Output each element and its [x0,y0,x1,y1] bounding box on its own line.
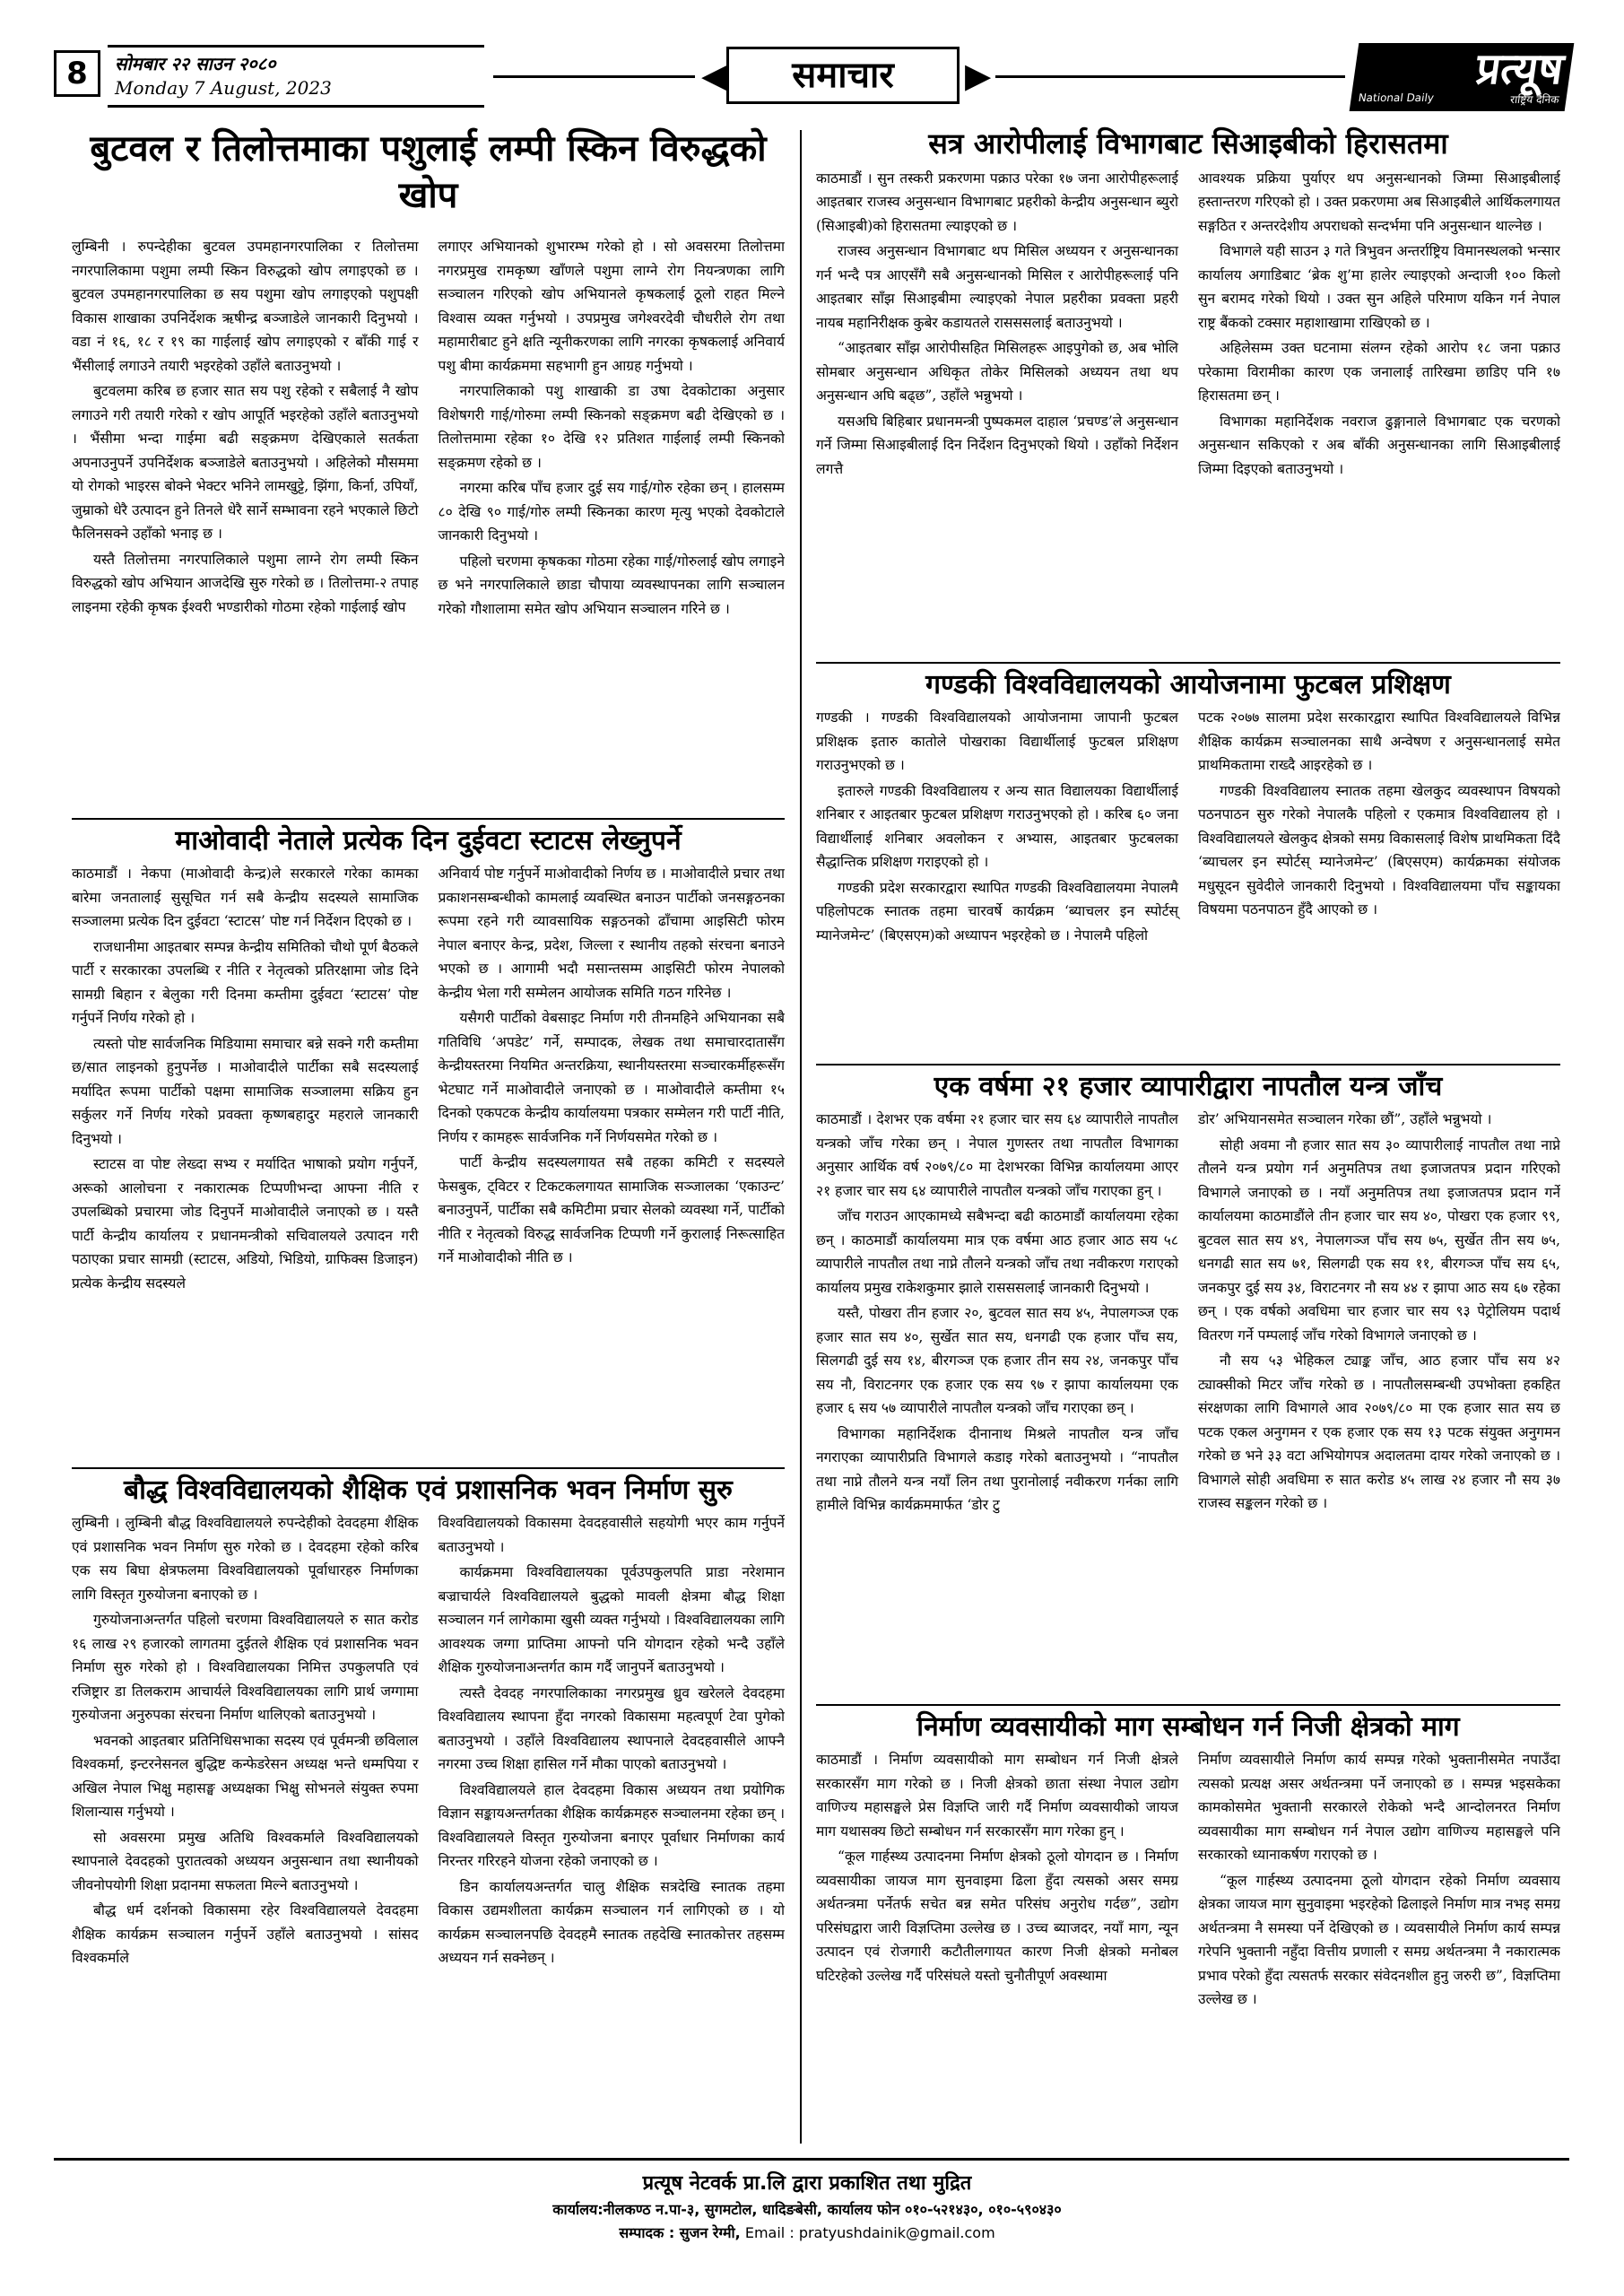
article-body [72,1511,785,1972]
footer-rule [54,2158,1569,2161]
article-column [1198,706,1560,949]
paragraph: काठमाडौं । नेकपा (माओवादी केन्द्र)ले सरकारले गरेका कामका बारेमा जनतालाई सुसूचित गर्न सबै केन्द्रीय सदस्यले सामाजिक सञ्जालमा प्रत्येक दिन दुईवटा ‘स्टाटस’ पोष्ट गर्न निर्देशन दिएको छ । [72,865,419,929]
date-box [108,45,484,108]
paragraph: नगरपालिकाको पशु शाखाकी डा उषा देवकोटाका अनुसार विशेषगरी गाई/गोरुमा लम्पी स्किनको सङ्क्रमण बढी देखिएको छ । तिलोत्तमामा रहेका १० देखि १२ प्रतिशत गाईलाई लम्पी स्किनको सङ्क्रमण रहेको छ । [438,383,785,471]
article-separator [72,818,785,820]
arrow-left-icon: ◀ [701,56,728,95]
logo-tagline-left: National Daily [1357,91,1435,104]
newspaper-logo [1350,43,1575,111]
publisher-line: प्रत्यूष नेटवर्क प्रा.लि द्वारा प्रकाशित तथा मुद्रित [642,2172,972,2195]
article-separator [72,1467,785,1469]
masthead-rule-right [995,75,1345,78]
paragraph: काठमाडौं । सुन तस्करी प्रकरणमा पक्राउ परेका १७ जना आरोपीहरूलाई आइतबार राजस्व अनुसन्धान विभागबाट प्रहरीको केन्द्रीय अनुसन्धान ब्युरो (सिआइबी)को हिरासतमा ल्याइएको छ । [816,170,1178,234]
paragraph: विभागका महानिर्देशक दीनानाथ मिश्रले नापतौल यन्त्र जाँच नगराएका व्यापारीप्रति विभागले कडाइ गरेको बताउनुभयो । “नापतौल तथा नाप्ने तौलने यन्त्र नयाँ लिन तथा पुरानोलाई नवीकरण गर्नका लागि हामीले विभिन्न कार्यक्रममार्फत ‘डोर टु [816,1425,1178,1513]
paragraph: लुम्बिनी । लुम्बिनी बौद्ध विश्वविद्यालयले रुपन्देहीको देवदहमा शैक्षिक एवं प्रशासनिक भवन निर्माण सुरु गरेको छ । देवदहमा रहेको करिब एक सय बिघा क्षेत्रफलमा विश्वविद्यालयको पूर्वाधारहरु निर्माणका लागि विस्तृत गुरुयोजना बनाएको छ । [72,1515,419,1603]
paragraph: राजधानीमा आइतबार सम्पन्न केन्द्रीय समितिको चौथो पूर्ण बैठकले पार्टी र सरकारका उपलब्धि र नीति र नेतृत्वको प्रतिरक्षामा जोड दिने सामग्री बिहान र बेलुका गरी दिनमा कम्तीमा दुईवटा ‘स्टाटस’ पोष्ट गर्नुपर्ने निर्णय गरेको हो । [72,938,419,1026]
paragraph: यस्तै तिलोत्तमा नगरपालिकाले पशुमा लाग्ने रोग लम्पी स्किन विरुद्धको खोप अभियान आजदेखि सुरु गरेको छ । तिलोत्तमा-२ तपाह लाइनमा रहेकी कृषक ईश्वरी भण्डारीको गोठमा रहेको गाईलाई खोप [72,551,419,615]
logo-text: प्रत्यूष [1472,44,1568,94]
paragraph: विभागका महानिर्देशक नवराज ढुङ्गानाले विभागबाट एक चरणको अनुसन्धान सकिएको र अब बाँकी अनुसन्धानका लागि सिआइबीलाई जिम्मा दिइएको बताउनुभयो । [1198,413,1560,477]
article-body [72,235,785,622]
article-column [1198,167,1560,483]
paragraph: डिन कार्यालयअन्तर्गत चालु शैक्षिक सत्रदेखि स्नातक तहमा विकास उद्यमशीलता कार्यक्रम सञ्चालन गर्न लागिएको छ । यो कार्यक्रम सञ्चालनपछि देवदहमै स्नातक तहदेखि स्नातकोत्तर तहसम्म अध्ययन गर्न सक्नेछन् । [438,1878,785,1966]
article-headline: बुटवल र तिलोत्तमाका पशुलाई लम्पी स्किन विरुद्धको खोप [90,127,767,216]
office-address: कार्यालय:नीलकण्ठ न.पा-३, सुगमटोल, धादिङबेसी, कार्यालय फोन ०१०-५२१४३०, ०१०-५९०४३० [552,2201,1062,2218]
paragraph: लगाएर अभियानको शुभारम्भ गरेको हो । सो अवसरमा तिलोत्तमा नगरप्रमुख रामकृष्ण खाँणले पशुमा लाग्ने रोग नियन्त्रणका लागि सञ्चालन गरिएको खोप अभियानले कृषकलाई ठूलो राहत मिल्ने विश्वास व्यक्त गर्नुभयो । उपप्रमुख जगेश्वरदेवी चौधरीले रोग तथा महामारीबाट हुने क्षति न्यूनीकरणका लागि नगरका कृषकलाई अनिवार्य पशु बीमा कार्यक्रममा सहभागी हुन आग्रह गर्नुभयो । [438,239,785,374]
paragraph: अनिवार्य पोष्ट गर्नुपर्ने माओवादीको निर्णय छ । माओवादीले प्रचार तथा प्रकाशनसम्बन्धीको कामलाई व्यवस्थित बनाउन पार्टीको जनसङ्गठनका रूपमा रहने गरी व्यावसायिक सङ्गठनको ढाँचामा आइसिटी फोरम नेपाल बनाएर केन्द्र, प्रदेश, जिल्ला र स्थानीय तहको संरचना बनाउने भएको छ । आगामी भदौ मसान्तसम्म आइसिटी फोरम नेपालको केन्द्रीय भेला गरी सम्मेलन आयोजक समिति गठन गरिनेछ । [438,865,785,1001]
paragraph: लुम्बिनी । रुपन्देहीका बुटवल उपमहानगरपालिका र तिलोत्तमा नगरपालिकामा पशुमा लम्पी स्किन विरुद्धको खोप लगाइएको छ । बुटवल उपमहानगरपालिका छ सय पशुमा खोप लगाइएको पशुपक्षी विकास शाखाका उपनिर्देशक ऋषीन्द्र बञ्जाडेले जानकारी दिनुभयो । वडा नं १६, १८ र १९ का गाईलाई खोप लगाइएको र बाँकी गाई र भैंसीलाई लगाउने तयारी भइरहेको उहाँले बताउनुभयो । [72,239,419,374]
paragraph: त्यस्तै देवदह नगरपालिकाका नगरप्रमुख ध्रुव खरेलले देवदहमा विश्वविद्यालय स्थापना हुँदा नगरको विकासमा महत्वपूर्ण टेवा पुगेको बताउनुभयो । उहाँले विश्वविद्यालय स्थापनाले देवदहवासीले आफ्नै नगरमा उच्च शिक्षा हासिल गर्ने मौका पाएको बताउनुभयो । [438,1684,785,1772]
date-nepali: सोमबार २२ साउन २०८० [115,53,276,74]
article-body [816,706,1560,949]
article-buddha-university [72,1473,785,2145]
paragraph: यसअघि बिहिबार प्रधानमन्त्री पुष्पकमल दाहाल ‘प्रचण्ड’ले अनुसन्धान गर्ने जिम्मा सिआइबीलाई दिन निर्देशन दिनुभएको थियो । उहाँको निर्देशन लगत्तै [816,413,1178,477]
paragraph: आवश्यक प्रक्रिया पुर्याएर थप अनुसन्धानको जिम्मा सिआइबीलाई हस्तान्तरण गरिएको हो । उक्त प्रकरणमा अब सिआइबीले आर्थिकलगायत सङ्गठित र अन्तरदेशीय अपराधको सन्दर्भमा पनि अनुसन्धान थाल्नेछ । [1198,170,1560,234]
article-body [816,167,1560,483]
article-column [439,1511,786,1972]
article-cib-custody [816,126,1560,655]
article-construction-demand [816,1709,1560,2145]
paragraph: विश्वविद्यालयले हाल देवदहमा विकास अध्ययन तथा प्रयोगिक विज्ञान सङ्कायअन्तर्गतका शैक्षिक कार्यक्रमहरु सञ्चालनमा रहेका छन् । विश्वविद्यालयले विस्तृत गुरुयोजना बनाएर पूर्वाधार निर्माणका कार्य निरन्तर गरिरहने योजना रहेको जनाएको छ । [438,1781,785,1869]
paragraph: डोर’ अभियानसमेत सञ्चालन गरेका छौं”, उहाँले भन्नुभयो । [1198,1111,1492,1127]
imprint-footer [224,2169,1390,2242]
editor-contact [224,2222,1390,2242]
paragraph: गुरुयोजनाअन्तर्गत पहिलो चरणमा विश्वविद्यालयले रु सात करोड १६ लाख २९ हजारको लागतमा दुईतले शैक्षिक एवं प्रशासनिक भवन निर्माण सुरु गरेको हो । विश्वविद्यालयका निमित्त उपकुलपति एवं रजिष्ट्रार डा तिलकराम आचार्यले विश्वविद्यालयका लागि प्रार्थ जग्गामा गुरुयोजना अनुरुपका संरचना निर्माण थालिएको बताउनुभयो । [72,1612,419,1723]
article-column [72,862,419,1297]
article-headline: निर्माण व्यवसायीको माग सम्बोधन गर्न निजी क्षेत्रको माग [916,1711,1460,1743]
article-body [816,1108,1560,1519]
paragraph: अहिलेसम्म उक्त घटनामा संलग्न रहेको आरोप १८ जना पक्राउ परेकामा विरामीका कारण एक जनालाई तारिखमा छाडिए पनि १७ हिरासतमा छन् । [1198,340,1560,404]
paragraph: भवनको आइतबार प्रतिनिधिसभाका सदस्य एवं पूर्वमन्त्री छविलाल विश्वकर्मा, इन्टरनेसनल बुद्धिष्ट कन्फेडरेसन अध्यक्ष भन्ते धम्मपिया र अखिल नेपाल भिक्षु महासङ्घ अध्यक्षका भिक्षु सोभनले संयुक्त रुपमा शिलान्यास गर्नुभयो । [72,1732,419,1820]
column-divider [800,130,802,2144]
paragraph: सो अवसरमा प्रमुख अतिथि विश्वकर्माले विश्वविद्यालयको स्थापनाले देवदहको पुरातत्वको अध्ययन अनुसन्धान तथा स्थानीयको जीवनोपयोगी शिक्षा प्रदानमा सफलता मिल्ने बताउनुभयो । [72,1829,419,1893]
paragraph: नगरमा करिब पाँच हजार दुई सय गाई/गोरु रहेका छन् । हालसम्म ८० देखि ९० गाई/गोरु लम्पी स्किनका कारण मृत्यु भएको देवकोटाले जानकारी दिनुभयो । [438,480,785,544]
article-headline: एक वर्षमा २१ हजार व्यापारीद्वारा नापतौल यन्त्र जाँच [934,1071,1443,1102]
paragraph: यस्तै, पोखरा तीन हजार २०, बुटवल सात सय ४५, नेपालगञ्ज एक हजार सात सय ४०, सुर्खेत सात सय, धनगढी एक हजार पाँच सय, सिलगढी दुई सय १४, बीरगञ्ज एक हजार तीन सय २४, जनकपुर पाँच सय नौ, विराटनगर एक हजार एक सय ९७ र झापा कार्यालयमा एक हजार ६ सय ५७ व्यापारीले नापतौल यन्त्रको जाँच गराएका छन् । [816,1305,1178,1416]
paragraph: काठमाडौं । निर्माण व्यवसायीको माग सम्बोधन गर्न निजी क्षेत्रले सरकारसँग माग गरेको छ । निजी क्षेत्रको छाता संस्था नेपाल उद्योग वाणिज्य महासङ्घले प्रेस विज्ञप्ति जारी गर्दै निर्माण व्यवसायीको जायज माग यथासक्य छिटो सम्बोधन गर्न सरकारसँग माग गरेका हुन् । [816,1752,1178,1839]
editor-name: सम्पादक : सुजन रेग्मी, [619,2224,741,2241]
article-body [816,1748,1560,2013]
article-headline: बौद्ध विश्वविद्यालयको शैक्षिक एवं प्रशासनिक भवन निर्माण सुरु [124,1474,733,1506]
paragraph: विश्वविद्यालयको विकासमा देवदहवासीले सहयोगी भएर काम गर्नुपर्ने बताउनुभयो । [438,1515,785,1555]
paragraph: सोही अवमा नौ हजार सात सय ३० व्यापारीलाई नापतौल तथा नाप्ने तौलने यन्त्र प्रयोग गर्न अनुमतिपत्र तथा इजाजतपत्र प्रदान गरिएको विभागले जनाएको छ । नयाँ अनुमतिपत्र तथा इजाजतपत्र प्रदान गर्ने कार्यालयमा काठमाडौंले तीन हजार चार सय ४०, पोखरा एक हजार ९९, बुटवल सात सय ४९, नेपालगञ्ज पाँच सय ७५, सुर्खेत तीन सय ७५, धनगढी सात सय ७१, सिलगढी एक सय ११, बीरगञ्ज पाँच सय ६५, जनकपुर दुई सय ३४, विराटनगर नौ सय ४४ र झापा आठ सय ६७ रहेका छन् । एक वर्षको अवधिमा चार हजार चार सय ९३ पेट्रोलियम पदार्थ वितरण गर्ने पम्पलाई जाँच गरेको विभागले जनाएको छ । [1198,1136,1560,1344]
paragraph: नौ सय ५३ भेहिकल ट्याङ्क जाँच, आठ हजार पाँच सय ४२ ट्याक्सीको मिटर जाँच गरेको छ । नापतौलसम्बन्धी उपभोक्ता हकहित संरक्षणका लागि विभागले आव २०७९/८० मा एक हजार सात सय छ पटक एकल अनुगमन र एक हजार एक सय १३ पटक संयुक्त अनुगमन गरेको छ भने ३३ वटा अभियोगपत्र अदालतमा दायर गरेको जनाएको छ । विभागले सोही अवधिमा रु सात करोड ४५ लाख २४ हजार नौ सय ३७ राजस्व सङ्कलन गरेको छ । [1198,1352,1560,1511]
email-address[interactable]: Email : pratyushdainik@gmail.com [744,2224,995,2241]
article-column [816,706,1178,949]
logo-tagline-right: राष्ट्रिय दैनिक [1509,93,1560,106]
paragraph: “कूल गार्हस्थ्य उत्पादनमा निर्माण क्षेत्रको ठूलो योगदान छ । निर्माण व्यवसायीका जायज माग सुनवाइमा ढिला हुँदा त्यसको असर समग्र अर्थतन्त्रमा पर्नेतर्फ सचेत बन्न समेत परिसंघ अनुरोध गर्दछ”, उद्योग परिसंघद्वारा जारी विज्ञप्तिमा उल्लेख छ । उच्च ब्याजदर, नयाँ माग, न्यून उत्पादन एवं रोजगारी कटौतीलगायत कारण निजी क्षेत्रको मनोबल घटिरहेको उल्लेख गर्दै परिसंघले यस्तो चुनौतीपूर्ण अवस्थामा [816,1848,1178,1984]
paragraph: राजस्व अनुसन्धान विभागबाट थप मिसिल अध्ययन र अनुसन्धानका गर्न भन्दै पत्र आएसँगै सबै अनुसन्धानको मिसिल र आरोपीहरूलाई पनि आइतबार साँझ सिआइबीमा ल्याइएको नेपाल प्रहरीका प्रवक्ता प्रहरी नायब महानिरीक्षक कुबेर कडायतले रासससलाई बताउनुभयो । [816,243,1178,331]
article-separator [816,1064,1560,1065]
paragraph: गण्डकी । गण्डकी विश्वविद्यालयको आयोजनामा जापानी फुटबल प्रशिक्षक इतारु काताेले पोखराका विद्यार्थीलाई फुटबल प्रशिक्षण गराउनुभएको छ । [816,709,1178,773]
article-gandaki-football [816,667,1560,1062]
paragraph: निर्माण व्यवसायीले निर्माण कार्य सम्पन्न गरेको भुक्तानीसमेत नपाउँदा त्यसको प्रत्यक्ष असर अर्थतन्त्रमा पर्ने जनाएको छ । सम्पन्न भइसकेका कामकोसमेत भुक्तानी सरकारले रोकेको भन्दै आन्दोलनरत निर्माण व्यवसायीका माग सम्बोधन गर्न नेपाल उद्योग वाणिज्य महासङ्घले पनि सरकारको ध्यानाकर्षण गराएको छ । [1198,1752,1560,1863]
paragraph: स्टाटस वा पोष्ट लेख्दा सभ्य र मर्यादित भाषाको प्रयोग गर्नुपर्ने, अरूको आलोचना र नकारात्मक टिप्पणीभन्दा आफ्ना नीति र उपलब्धिको प्रचारमा जोड दिनुपर्ने माओवादीले जनाएको छ । यस्तै पार्टी केन्द्रीय कार्यालय र प्रधानमन्त्रीको सचिवालयले उत्पादन गरी पठाएका प्रचार सामग्री (स्टाटस, अडियो, भिडियो, ग्राफिक्स डिजाइन) प्रत्येक केन्द्रीय सदस्यले [72,1156,419,1292]
paragraph: यसैगरी पार्टीको वेबसाइट निर्माण गरी तीनमहिने अभियानका सबै गतिविधि ‘अपडेट’ गर्ने, सम्पादक, लेखक तथा समाचारदातासँग केन्द्रीयस्तरमा नियमित अन्तरक्रिया, स्थानीयस्तरमा सञ्चारकर्मीहरूसँग भेटघाट गर्ने माओवादीले जनाएको छ । माओवादीले कम्तीमा १५ दिनको एकपटक केन्द्रीय कार्यालयमा पत्रकार सम्मेलन गरी पार्टी नीति, निर्णय र कामहरू सार्वजनिक गर्ने निर्णयसमेत गरेको छ । [438,1010,785,1145]
paragraph: त्यस्तो पोष्ट सार्वजनिक मिडियामा समाचार बन्ने सक्ने गरी कम्तीमा छ/सात लाइनको हुनुपर्नेछ । माओवादीले पार्टीका सबै सदस्यलाई मर्यादित रूपमा पार्टीको पक्षमा सामाजिक सञ्जालमा सक्रिय हुन सर्कुलर गर्ने निर्णय गरेको प्रवक्ता कृष्णबहादुर महराले जानकारी दिनुभयो । [72,1035,419,1147]
paragraph: जाँच गराउन आएकामध्ये सबैभन्दा बढी काठमाडौं कार्यालयमा रहेका छन् । काठमाडौं कार्यालयमा मात्र एक वर्षमा आठ हजार आठ सय ५८ व्यापारीले नापतौल तथा नाप्ने तौलने यन्त्रको जाँच तथा नवीकरण गराएको कार्यालय प्रमुख राकेशकुमार झाले रासससलाई जानकारी दिनुभयो । [816,1208,1178,1296]
paragraph: कार्यक्रममा विश्वविद्यालयका पूर्वउपकुलपति प्राडा नरेशमान बज्राचार्यले विश्वविद्यालयले बुद्धको मावली क्षेत्रमा बौद्ध शिक्षा सञ्चालन गर्न लागेकामा खुसी व्यक्त गर्नुभयो । विश्वविद्यालयका लागि आवश्यक जग्गा प्राप्तिमा आफ्नो पनि योगदान रहेको भन्दै उहाँले शैक्षिक गुरुयोजनाअन्तर्गत काम गर्दै जानुपर्ने बताउनुभयो । [438,1564,785,1675]
article-body [72,862,785,1297]
article-column [72,1511,419,1972]
paragraph: काठमाडौं । देशभर एक वर्षमा २१ हजार चार सय ६४ व्यापारीले नापतौल यन्त्रको जाँच गरेका छन् । नेपाल गुणस्तर तथा नापतौल विभागका अनुसार आर्थिक वर्ष २०७९/८० मा देशभरका विभिन्न कार्यालयमा आएर २१ हजार चार सय ६४ व्यापारीले नापतौल यन्त्रको जाँच गराएका हुन् । [816,1111,1178,1199]
article-column [439,235,786,622]
article-headline: माओवादी नेताले प्रत्येक दिन दुईवटा स्टाटस लेख्नुपर्ने [175,825,682,857]
article-column [816,1108,1178,1519]
article-column [816,1748,1178,2013]
masthead [54,43,1569,113]
article-column [1198,1108,1560,1519]
logo-tagline [1357,91,1559,107]
paragraph: “कूल गार्हस्थ्य उत्पादनमा ठूलो योगदान रहेको निर्माण व्यवसाय क्षेत्रका जायज माग सुनुवाइमा भइरहेको ढिलाइले निर्माण मात्र नभइ समग्र अर्थतन्त्रमा नै समस्या पर्ने देखिएको छ । व्यवसायीले निर्माण कार्य सम्पन्न गरेपनि भुक्तानी नहुँदा वित्तीय प्रणाली र समग्र अर्थतन्त्रमा नै नकारात्मक प्रभाव परेको हुँदा त्यसतर्फ सरकार संवेदनशील हुनु जरुरी छ”, विज्ञप्तिमा उल्लेख छ । [1198,1872,1560,2007]
article-headline: गण्डकी विश्वविद्यालयको आयोजनामा फुटबल प्रशिक्षण [925,669,1451,700]
article-column [1198,1748,1560,2013]
article-column [72,235,419,622]
article-headline: सत्र आरोपीलाई विभागबाट सिआइबीको हिरासतमा [928,126,1448,161]
paragraph: विभागले यही साउन ३ गते त्रिभुवन अन्तर्राष्ट्रिय विमानस्थलको भन्सार कार्यालय अगाडिबाट ‘ब्रेक शु’मा हालेर ल्याइएको अन्दाजी १०० किलो सुन बरामद गरेको थियो । उक्त सुन अहिले परिमाण यकिन गर्न नेपाल राष्ट्र बैंकको टक्सार महाशाखामा राखिएको छ । [1198,243,1560,331]
article-separator [816,662,1560,664]
article-separator [816,1704,1560,1706]
paragraph: इतारुले गण्डकी विश्वविद्यालय र अन्य सात विद्यालयका विद्यार्थीलाई शनिबार र आइतबार फुटबल प्रशिक्षण गराउनुभएको हो । करिब ६० जना विद्यार्थीलाई शनिबार अवलोकन र अभ्यास, आइतबार फुटबलका सैद्धान्तिक प्रशिक्षण गराइएको हो । [816,782,1178,870]
date-english: Monday 7 August, 2023 [115,77,332,99]
masthead-rule-left [493,75,695,78]
article-measuring-devices [816,1069,1560,1701]
section-label: समाचार [726,47,960,104]
paragraph: पार्टी केन्द्रीय सदस्यलगायत सबै तहका कमिटी र सदस्यले फेसबुक, ट्विटर र टिकटकलगायत सामाजिक सञ्जालका ‘एकाउन्ट’ बनाउनुपर्ने, पार्टीका सबै कमिटीमा प्रचार सेलको व्यवस्था गर्ने, पार्टीको नीति र नेतृत्वको विरुद्ध सार्वजनिक टिप्पणी गर्ने कुरालाई निरूत्साहित गर्ने माओवादीको नीति छ । [438,1154,785,1265]
paragraph: बुटवलमा करिब छ हजार सात सय पशु रहेको र सबैलाई नै खोप लगाउने गरी तयारी गरेको र खोप आपूर्ति भइरहेको उहाँले बताउनुभयो । भैंसीमा भन्दा गाईमा बढी सङ्क्रमण देखिएकाले सतर्कता अपनाउनुपर्ने उपनिर्देशक बञ्जाडेले बताउनुभयो । अहिलेको मौसममा यो रोगको भाइरस बोक्ने भेक्टर भनिने लामखुट्टे, झिंगा, किर्ना, उपियाँ, जुम्राको धेरै उत्पादन हुने तिनले धेरै सार्ने सम्भावना रहने भएकाले छिटो फैलिनसक्ने उहाँको भनाइ छ । [72,383,419,542]
page-number: 8 [54,50,100,97]
arrow-right-icon: ▶ [965,56,992,95]
paragraph: बौद्ध धर्म दर्शनको विकासमा रहेर विश्वविद्यालयले देवदहमा शैक्षिक कार्यक्रम सञ्चालन गर्नुपर्ने उहाँले बताउनुभयो । सांसद विश्वकर्माले [72,1902,419,1966]
article-column [816,167,1178,483]
article-column [439,862,786,1297]
paragraph: गण्डकी विश्वविद्यालय स्नातक तहमा खेलकुद व्यवस्थापन विषयको पठनपाठन सुरु गरेको नेपालकै पहिलो र एकमात्र विश्वविद्यालय हो । विश्वविद्यालयले खेलकुद क्षेत्रको समग्र विकासलाई विशेष प्राथमिकता दिंदै ‘ब्याचलर इन स्पोर्टस् म्यानेजमेन्ट’ (बिएसएम) कार्यक्रमका संयोजक मधुसूदन सुवेदीले जानकारी दिनुभयो । विश्वविद्यालयमा पाँच सङ्कायका विषयमा पठनपाठन हुँदै आएको छ । [1198,782,1560,918]
paragraph: पटक २०७७ सालमा प्रदेश सरकारद्वारा स्थापित विश्वविद्यालयले विभिन्न शैक्षिक कार्यक्रम सञ्चालनका साथै अन्वेषण र अनुसन्धानलाई समेत प्राथमिकतामा राख्दै आइरहेको छ । [1198,709,1560,773]
article-lumpy-skin [72,126,785,816]
paragraph: “आइतबार साँझ आरोपीसहित मिसिलहरू आइपुगेको छ, अब भोलि सोमबार अनुसन्धान अधिकृत तोकेर मिसिलको अध्ययन तथा थप अनुसन्धान अघि बढ्छ”, उहाँले भन्नुभयो । [816,340,1178,404]
paragraph: पहिलो चरणमा कृषकका गोठमा रहेका गाई/गोरुलाई खोप लगाइने छ भने नगरपालिकाले छाडा चौपाया व्यवस्थापनका लागि सञ्चालन गरेको गौशालामा समेत खोप अभियान सञ्चालन गरिने छ । [438,552,785,617]
article-maoist-status [72,823,785,1465]
paragraph: गण्डकी प्रदेश सरकारद्वारा स्थापित गण्डकी विश्वविद्यालयमा नेपालमै पहिलोपटक स्नातक तहमा चारवर्षे कार्यक्रम ‘ब्याचलर इन स्पोर्टस् म्यानेजमेन्ट’ (बिएसएम)को अध्यापन भइरहेको छ । नेपालमै पहिलो [816,879,1178,944]
